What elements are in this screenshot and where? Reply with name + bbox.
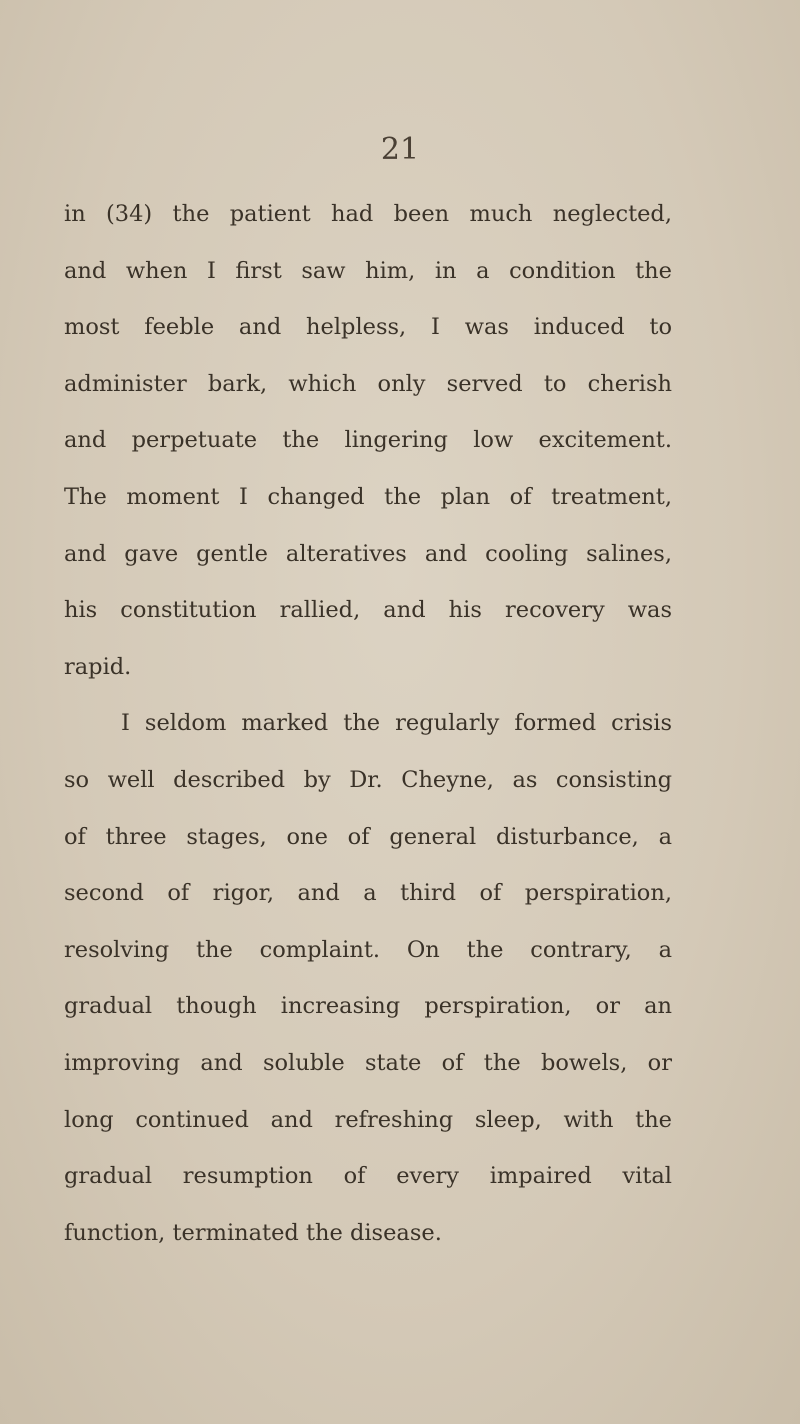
page-number: 21 xyxy=(380,132,420,167)
text-line: his constitution rallied, and his recovery was xyxy=(64,597,672,624)
text-line: and perpetuate the lingering low excitement. xyxy=(64,427,672,454)
text-line: gradual though increasing perspiration, or an xyxy=(64,993,672,1020)
paragraph-1 xyxy=(64,186,672,695)
text-line: function, terminated the disease. xyxy=(64,1219,442,1246)
text-line: rapid. xyxy=(64,653,132,680)
text-line: long continued and refreshing sleep, with the xyxy=(64,1106,672,1133)
text-line: gradual resumption of every impaired vital xyxy=(64,1163,672,1190)
text-line: I seldom marked the regularly formed crisis xyxy=(121,710,672,737)
text-line: in (34) the patient had been much neglected, xyxy=(64,201,672,227)
body-text xyxy=(64,186,672,1261)
text-line: and when I first saw him, in a condition the xyxy=(64,257,672,284)
text-line: and gave gentle alteratives and cooling salines, xyxy=(64,540,672,567)
text-line: improving and soluble state of the bowels, or xyxy=(64,1049,672,1076)
text-line: most feeble and helpless, I was induced to xyxy=(64,314,672,341)
paragraph-2 xyxy=(64,695,672,1261)
text-line: second of rigor, and a third of perspiration, xyxy=(64,880,672,907)
text-line: resolving the complaint. On the contrary, a xyxy=(64,936,672,963)
text-line: The moment I changed the plan of treatment, xyxy=(64,483,672,510)
text-line: so well described by Dr. Cheyne, as consisting xyxy=(64,766,672,793)
text-line: administer bark, which only served to cherish xyxy=(64,370,672,397)
text-line: of three stages, one of general disturbance, a xyxy=(64,823,672,850)
